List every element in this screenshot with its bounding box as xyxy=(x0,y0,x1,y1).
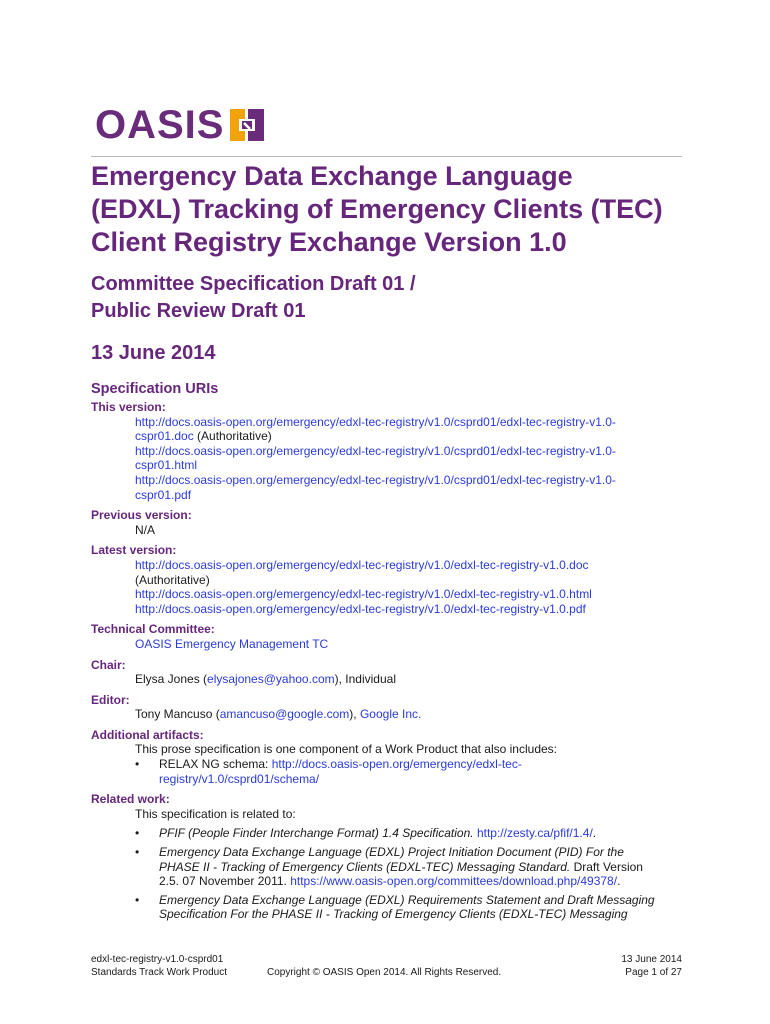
additional-artifacts-intro: This prose specification is one component of a Work Product that also includes: xyxy=(135,742,557,757)
footer-track: Standards Track Work Product xyxy=(91,967,227,978)
this-version-links xyxy=(91,415,691,503)
this-version-pdf-link[interactable]: http://docs.oasis-open.org/emergency/edxl-tec-registry/v1.0/csprd01/edxl-tec-registry-v1.0- xyxy=(135,472,616,487)
related-work-list xyxy=(91,826,691,922)
editor-value: Tony Mancuso (amancuso@google.com), Google Inc. xyxy=(135,707,422,722)
schema-link[interactable]: http://docs.oasis-open.org/emergency/edxl-tec- xyxy=(271,757,522,772)
latest-version-label: Latest version: xyxy=(91,543,177,558)
list-item: • Emergency Data Exchange Language (EDXL) Requirements Statement and Draft Messaging Specification For the PHASE II - Tracking of Emergency Clients (EDXL-TEC) Messaging xyxy=(135,893,691,922)
chair-value: Elysa Jones (elysajones@yahoo.com), Individual xyxy=(135,672,396,687)
footer-right xyxy=(621,953,682,979)
document-date: 13 June 2014 xyxy=(91,342,216,364)
related-work-intro: This specification is related to: xyxy=(135,806,296,821)
editor-email-link[interactable]: amancuso@google.com xyxy=(219,707,350,722)
this-version-doc-link[interactable]: http://docs.oasis-open.org/emergency/edxl-tec-registry/v1.0/csprd01/edxl-tec-registry-v1.0- xyxy=(135,414,616,429)
latest-version-pdf-link[interactable]: http://docs.oasis-open.org/emergency/edxl-tec-registry/v1.0/edxl-tec-registry-v1.0.pdf xyxy=(135,601,586,616)
oasis-mark-icon xyxy=(230,107,264,143)
latest-version-html-link[interactable]: http://docs.oasis-open.org/emergency/edxl-tec-registry/v1.0/edxl-tec-registry-v1.0.html xyxy=(135,587,592,602)
list-item: • RELAX NG schema: http://docs.oasis-open.org/emergency/edxl-tec- registry/v1.0/csprd01/schema/ xyxy=(135,757,691,786)
document-title xyxy=(91,160,691,259)
additional-artifacts-label: Additional artifacts: xyxy=(91,727,204,742)
subtitle-line: Public Review Draft 01 xyxy=(91,300,306,322)
this-version-html-link-cont[interactable]: cspr01.html xyxy=(135,458,198,473)
footer-copyright: Copyright © OASIS Open 2014. All Rights Reserved. xyxy=(267,967,502,978)
technical-committee-link[interactable]: OASIS Emergency Management TC xyxy=(135,636,329,651)
list-item: • PFIF (People Finder Interchange Format) 1.4 Specification. http://zesty.ca/pfif/1.4/. xyxy=(135,826,691,841)
specification-body xyxy=(91,400,691,926)
this-version-doc-link-cont[interactable]: cspr01.doc xyxy=(135,429,194,444)
authoritative-note: (Authoritative) xyxy=(197,429,272,444)
footer-left xyxy=(91,953,227,979)
footer-page-number: Page 1 of 27 xyxy=(625,967,682,978)
artifacts-list xyxy=(91,757,691,786)
pfif-link[interactable]: http://zesty.ca/pfif/1.4/ xyxy=(476,826,593,841)
previous-version-value: N/A xyxy=(135,522,156,537)
logo-text: OASIS xyxy=(95,103,225,147)
authoritative-note: (Authoritative) xyxy=(135,572,210,587)
title-line: Client Registry Exchange Version 1.0 xyxy=(91,227,567,257)
this-version-pdf-link-cont[interactable]: cspr01.pdf xyxy=(135,487,192,502)
subtitle-line: Committee Specification Draft 01 / xyxy=(91,273,416,295)
title-line: (EDXL) Tracking of Emergency Clients (TEC) xyxy=(91,194,663,224)
schema-link-cont[interactable]: registry/v1.0/csprd01/schema/ xyxy=(159,771,320,786)
specification-uris-heading: Specification URIs xyxy=(91,381,219,397)
editor-label: Editor: xyxy=(91,692,130,707)
latest-version-doc-link[interactable]: http://docs.oasis-open.org/emergency/edxl-tec-registry/v1.0/edxl-tec-registry-v1.0.doc xyxy=(135,557,589,572)
footer-doc-id: edxl-tec-registry-v1.0-csprd01 xyxy=(91,954,224,965)
related-work-label: Related work: xyxy=(91,792,170,807)
technical-committee-label: Technical Committee: xyxy=(91,622,215,637)
list-item: • Emergency Data Exchange Language (EDXL) Project Initiation Document (PID) For the PHASE II - Tracking of Emergency Clients (EDXL-TEC) Messaging Standard. Draft Version 2.5. 07 November 2011. https://www.oasis-open.org/committees/download.php/49378/. xyxy=(135,845,691,889)
this-version-label: This version: xyxy=(91,400,166,414)
pid-link[interactable]: https://www.oasis-open.org/committees/download.php/49378/ xyxy=(290,874,618,889)
oasis-logo xyxy=(95,104,264,146)
latest-version-links xyxy=(91,558,691,616)
editor-org-link[interactable]: Google Inc. xyxy=(359,707,422,722)
header-rule xyxy=(91,156,682,157)
footer-date: 13 June 2014 xyxy=(621,954,682,965)
title-line: Emergency Data Exchange Language xyxy=(91,161,573,191)
this-version-html-link[interactable]: http://docs.oasis-open.org/emergency/edxl-tec-registry/v1.0/csprd01/edxl-tec-registry-v1.0- xyxy=(135,443,616,458)
document-subtitle xyxy=(91,271,416,325)
previous-version-label: Previous version: xyxy=(91,508,192,523)
chair-email-link[interactable]: elysajones@yahoo.com xyxy=(207,672,335,687)
chair-label: Chair: xyxy=(91,657,126,672)
